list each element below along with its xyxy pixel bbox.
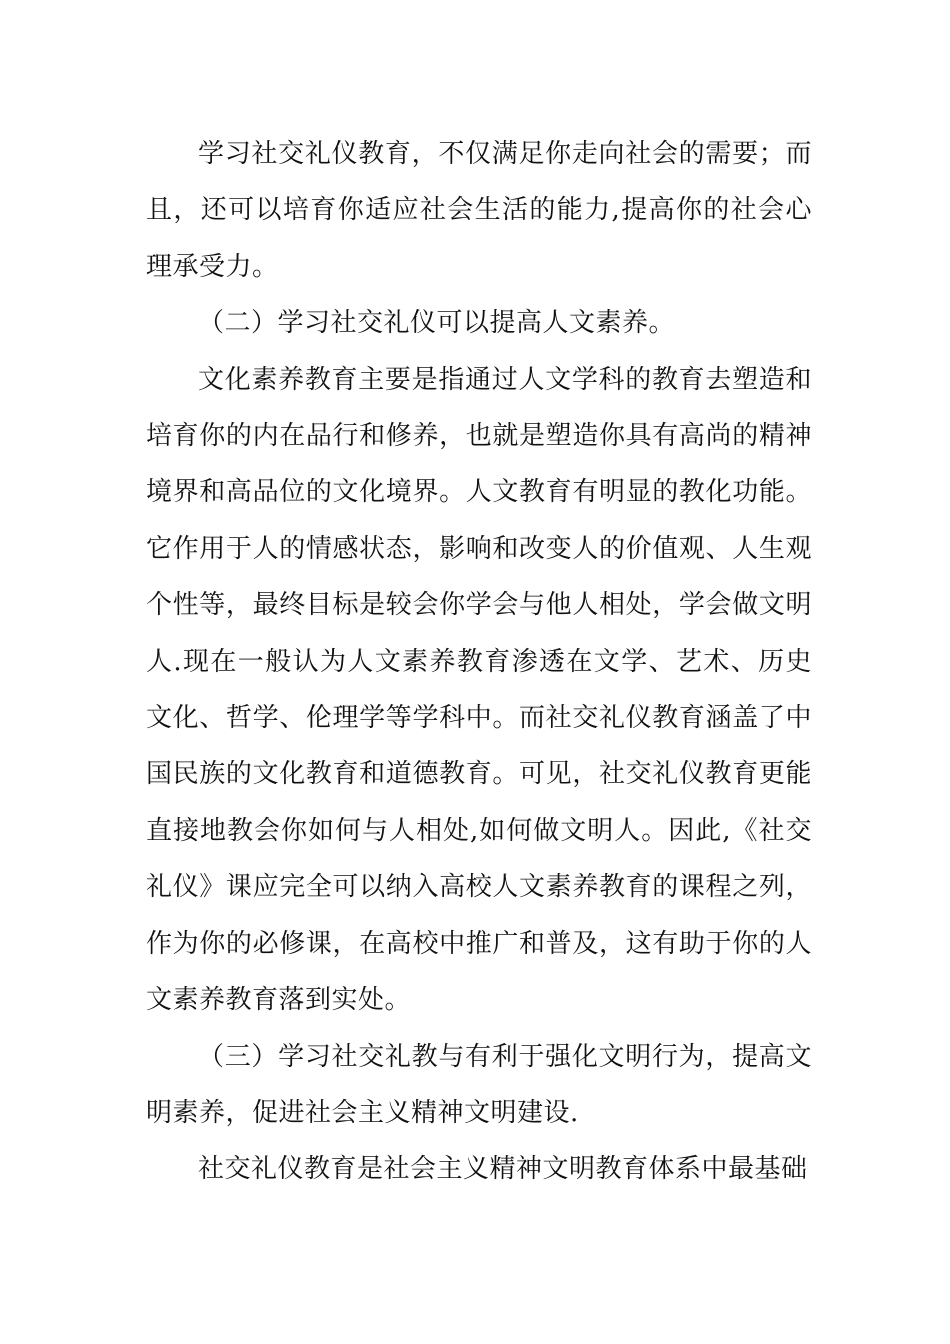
section-heading-2: （二）学习社交礼仪可以提高人文素养。 xyxy=(198,308,676,339)
paragraph-social-etiquette-benefits: 学习社交礼仪教育，不仅满足你走向社会的需要；而且，还可以培育你适应社会生活的能力,提高你的社会心理承受力。 xyxy=(146,139,812,282)
section-heading-3: （三）学习社交礼教与有利于强化文明行为，提高文明素养，促进社会主义精神文明建设. xyxy=(146,1041,812,1128)
document-body xyxy=(146,126,812,1198)
paragraph-spiritual-civilization: 社交礼仪教育是社会主义精神文明教育体系中最基础 xyxy=(198,1154,808,1185)
paragraph-humanities-education: 文化素养教育主要是指通过人文学科的教育去塑造和培育你的内在品行和修养，也就是塑造你具有高尚的精神境界和高品位的文化境界。人文教育有明显的教化功能。它作用于人的情感状态，影响和改变人的价值观、人生观个性等，最终目标是较会你学会与他人相处，学会做文明人.现在一般认为人文素养教育渗透在文学、艺术、历史文化、哲学、伦理学等学科中。而社交礼仪教育涵盖了中国民族的文化教育和道德教育。可见，社交礼仪教育更能直接地教会你如何与人相处,如何做文明人。因此,《社交礼仪》课应完全可以纳入高校人文素养教育的课程之列，作为你的必修课，在高校中推广和普及，这有助于你的人文素养教育落到实处。 xyxy=(146,364,812,1016)
